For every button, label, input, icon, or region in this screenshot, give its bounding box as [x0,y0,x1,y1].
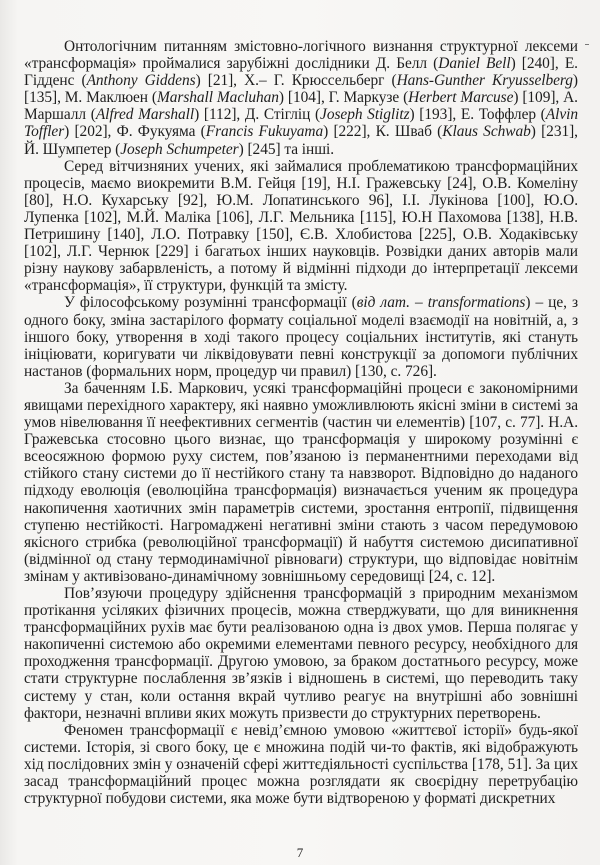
text-run: ) [104], Г. Маркузе ( [278,89,409,107]
text-run: Онтологічним питанням змістовно-логічного визнання структурної лексеми «трансформація» проймалися зарубіжні дослідники Д. Белл ( [24,38,578,73]
text-run: ) [231], Й. Шумпетер ( [24,123,578,158]
text-run: За баченням І.Б. Маркович, усякі трансформаційні процеси є закономірними явищами перехідного характеру, які наявно уможливлюють якісні зміни в системі за умов нівелювання її неефективних сегментів (частин чи елементів) [107, с. 77]. Н.А. Гражевська стосовно цього визнає, що трансформація у широкому розумінні є всеосяжною формою руху систем, пов’язаною із перманентними переходами від стійкого стану системи до її нестійкого стану та навзворот. Відповідно до наданого підходу еволюція (еволюційна трансформація) визначається ученим як процедура накопичення хаотичних змін параметрів системи, зростання ентропії, підвищення ступеню нестійкості. Нагромаджені негативні зміни стають з часом передумовою якісного стрибка (революційної трансформації) й набуття системою дисипативної (відмінної од стану термодинамічної рівноваги) структури, що відповідає новітнім змінам у активізовано-динамічному зовнішньому середовищі [24, с. 12]. [24,379,578,585]
italic-text: Herbert Marcuse [408,89,514,107]
body-text [24,38,578,807]
text-run: ) – це, з одного боку, зміна застарілого формату соціальної моделі взаємодії на новітній, а, з іншого боку, утворення в ході такого процесу соціальних інститутів, які стануть ініціювати, коригувати чи ліквідовувати певні конструкції за допомоги публічних настанов (формальних норм, процедур чи правил) [130, с. 726]. [24,294,578,380]
text-run: Пов’язуючи процедуру здійснення трансформацій з природним механізмом протікання усіляких фізичних процесів, можна стверджувати, що для виникнення трансформаційних рухів має бути реалізованою одна із двох умов. Перша полягає у накопиченні системою або окремими елементами певного ресурсу, необхідного для проходження трансформації. Другою умовою, за браком достатнього ресурсу, може стати структурне послаблення зв’язків і відношень в системі, що переводить таку систему у стан, коли остання вкрай чутливо реагує на внутрішні або зовнішні фактори, незначні впливи яких можуть призвести до структурних перетворень. [24,585,578,722]
text-run: ) [112], Д. Стігліц ( [194,106,321,124]
text-run: ) [135], М. Маклюен ( [24,72,578,107]
italic-text: Joseph Schumpeter [120,140,239,158]
text-run: У філософському розумінні трансформації ( [64,294,357,312]
italic-text: Klaus Schwab [442,123,531,141]
text-run: ) [240], Е. Гідденс ( [24,55,578,90]
paragraph [24,380,578,585]
scan-artifact-mark [585,44,589,45]
paragraph [24,158,578,295]
text-run: ) [109], А. Маршалл ( [24,89,578,124]
italic-text: Alvin Toffler [24,106,578,141]
paragraph [24,722,578,807]
paragraph [24,294,578,379]
italic-text: Marshall Macluhan [156,89,279,107]
text-run: ) [202], Ф. Фукуяма ( [64,123,206,141]
text-run: ) [222], К. Шваб ( [323,123,443,141]
italic-text: Alfred Marshall [95,106,195,124]
italic-text: Joseph Stiglitz [320,106,410,124]
italic-text: від лат. – transformations [356,294,526,312]
italic-text: Daniel Bell [438,55,511,73]
italic-text: Francis Fukuyama [205,123,324,141]
page-number: 7 [296,845,304,860]
text-run: Серед вітчизняних учених, які займалися проблематикою трансформаційних процесів, маємо виокремити В.М. Гейця [19], Н.І. Гражевську [24], О.В. Комеліну [80], Н.О. Кухарську [92], Ю.М. Лопатинського 96], І.І. Лукінова [100], Ю.О. Лупенка [102], М.Й. Маліка [106], Л.Г. Мельника [115], Ю.Н Пахомова [138], Н.В. Петришину [140], Л.О. Потравку [150], Є.В. Хлобистова [225], О.В. Ходаківську [102], Л.Г. Чернюк [229] і багатьох інших науковців. Розвідки даних авторів мали різну наукову забарвленість, а потому й відмінні підходи до інтерпретації лексеми «трансформація», її структури, функцій та змісту. [24,157,578,295]
text-run: ) [245] та інші. [238,140,335,158]
text-run: Феномен трансформації є невід’ємною умовою «життєвої історії» будь-якої системи. Історія, зі свого боку, це є множина подій чи-то фактів, які відображують хід послідовних змін у означеній сфері життєдіяльності суспільства [178, 51]. За цих засад трансформаційний процес можна розглядати як своєрідну перетрубацію структурної побудови системи, яка може бути відтвореною у форматі дискретних [24,721,578,808]
paragraph [24,585,578,722]
text-run: ) [21], Х.– Г. Крюссельберг ( [195,72,397,90]
italic-text: Anthony Giddens [86,72,196,90]
italic-text: Hans-Gunther Kryusselberg [396,72,573,90]
paragraph [24,38,578,158]
text-run: ) [193], Е. Тоффлер ( [409,106,546,124]
